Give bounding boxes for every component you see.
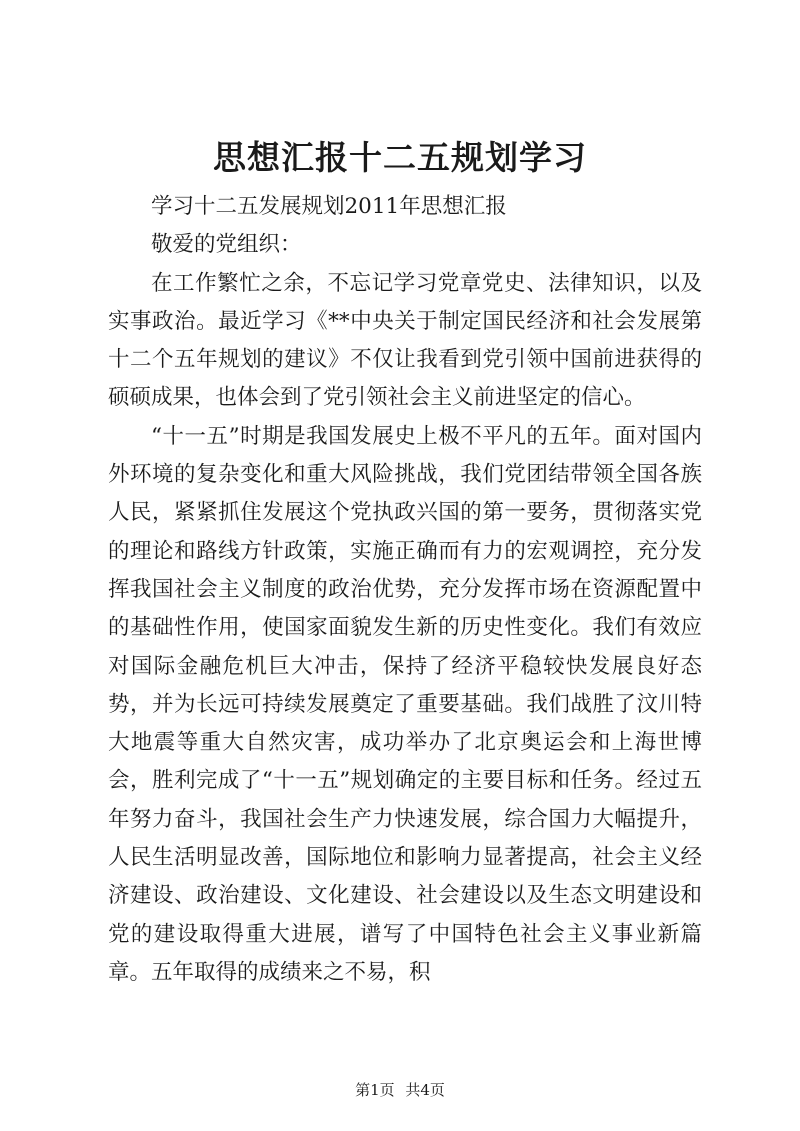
page-total: 共4页: [405, 1081, 445, 1099]
document-body: [108, 188, 702, 992]
document-subtitle: 学习十二五发展规划2011年思想汇报: [151, 194, 507, 219]
page-footer: [0, 1080, 800, 1100]
salutation: 敬爱的党组织：: [151, 232, 302, 258]
document-title: 思想汇报十二五规划学习: [213, 138, 587, 177]
paragraph: 在工作繁忙之余，不忘记学习党章党史、法律知识，以及实事政治。最近学习《**中央关于制定国民经济和社会发展第十二个五年规划的建议》不仅让我看到党引领中国前进获得的硕硕成果，也体会到了党引领社会主义前进坚定的信心。: [108, 270, 702, 411]
page-number: 第1页: [355, 1081, 395, 1099]
paragraph: “十一五”时期是我国发展史上极不平凡的五年。面对国内外环境的复杂变化和重大风险挑战，我们党团结带领全国各族人民，紧紧抓住发展这个党执政兴国的第一要务，贯彻落实党的理论和路线方针政策，实施正确而有力的宏观调控，充分发挥我国社会主义制度的政治优势，充分发挥市场在资源配置中的基础性作用，使国家面貌发生新的历史性变化。我们有效应对国际金融危机巨大冲击，保持了经济平稳较快发展良好态势，并为长远可持续发展奠定了重要基础。我们战胜了汶川特大地震等重大自然灾害，成功举办了北京奥运会和上海世博会，胜利完成了“十一五”规划确定的主要目标和任务。经过五年努力奋斗，我国社会生产力快速发展，综合国力大幅提升，人民生活明显改善，国际地位和影响力显著提高，社会主义经济建设、政治建设、文化建设、社会建设以及生态文明建设和党的建设取得重大进展，谱写了中国特色社会主义事业新篇章。五年取得的成绩来之不易，积: [108, 423, 702, 985]
